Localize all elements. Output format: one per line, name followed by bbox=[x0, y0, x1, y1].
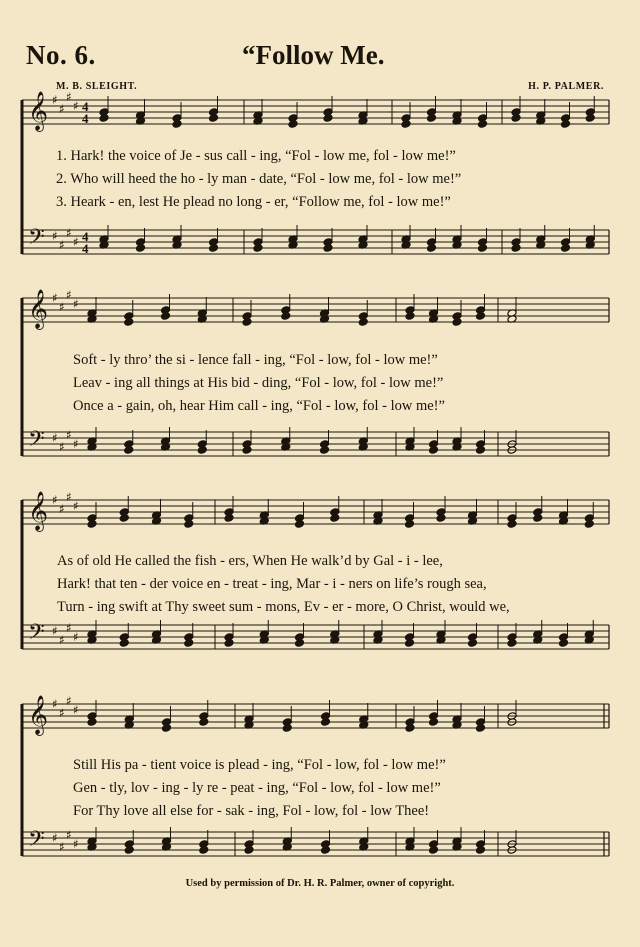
sharp-sign: ♯ bbox=[73, 297, 79, 311]
sharp-sign: ♯ bbox=[73, 99, 79, 113]
time-signature: 4 bbox=[82, 229, 89, 244]
lyric-verse-1: Still His pa - tient voice is plead - ing, “Fol - low, fol - low me!” bbox=[73, 757, 446, 773]
sharp-sign: ♯ bbox=[59, 502, 65, 516]
bass-clef: 𝄢 bbox=[28, 427, 45, 457]
lyric-verse-1: 1. Hark! the voice of Je - sus call - ing, “Fol - low me, fol - low me!” bbox=[56, 148, 456, 164]
treble-note-head bbox=[401, 120, 411, 129]
bass-clef: 𝄢 bbox=[28, 620, 45, 650]
bass-note-head bbox=[124, 846, 134, 855]
sharp-sign: ♯ bbox=[59, 238, 65, 252]
treble-clef: 𝄞 bbox=[28, 91, 49, 131]
sharp-sign: ♯ bbox=[59, 706, 65, 720]
bass-note-head bbox=[253, 244, 263, 253]
treble-note-head bbox=[427, 114, 437, 123]
lyric-verse-1: As of old He called the fish - ers, When He walk’d by Gal - i - lee, bbox=[57, 553, 443, 569]
bass-note-head bbox=[468, 639, 478, 648]
sharp-sign: ♯ bbox=[66, 828, 72, 842]
treble-note-head bbox=[288, 120, 298, 129]
sharp-sign: ♯ bbox=[52, 229, 58, 243]
treble-note-head bbox=[184, 520, 194, 529]
time-signature: 4 bbox=[82, 111, 89, 126]
treble-note-head bbox=[282, 724, 292, 733]
sharp-sign: ♯ bbox=[73, 630, 79, 644]
sharp-sign: ♯ bbox=[59, 440, 65, 454]
bass-note-head bbox=[119, 639, 129, 648]
sharp-sign: ♯ bbox=[52, 291, 58, 305]
treble-note-head bbox=[358, 318, 368, 327]
treble-note-head bbox=[281, 312, 291, 321]
sharp-sign: ♯ bbox=[52, 831, 58, 845]
time-signature: 4 bbox=[82, 241, 89, 256]
treble-note-head bbox=[561, 120, 571, 129]
sharp-sign: ♯ bbox=[66, 428, 72, 442]
treble-clef: 𝄞 bbox=[28, 695, 49, 735]
treble-note-head bbox=[476, 312, 486, 321]
bass-note-head bbox=[295, 639, 305, 648]
sharp-sign: ♯ bbox=[52, 93, 58, 107]
bass-clef: 𝄢 bbox=[28, 225, 45, 255]
lyric-verse-3: Once a - gain, oh, hear Him call - ing, “Fol - low, fol - low me!” bbox=[73, 398, 445, 414]
bass-note-head bbox=[507, 639, 517, 648]
bass-note-head bbox=[476, 846, 486, 855]
sharp-sign: ♯ bbox=[59, 300, 65, 314]
bass-note-head bbox=[224, 639, 234, 648]
bass-note-head bbox=[242, 446, 252, 455]
bass-note-head bbox=[323, 244, 333, 253]
treble-note-head bbox=[507, 520, 517, 529]
treble-note-head bbox=[478, 120, 488, 129]
treble-note-head bbox=[224, 514, 234, 523]
treble-note-head bbox=[172, 120, 182, 129]
sharp-sign: ♯ bbox=[73, 837, 79, 851]
treble-note-head bbox=[199, 718, 209, 727]
bass-note-head bbox=[405, 639, 415, 648]
sharp-sign: ♯ bbox=[73, 499, 79, 513]
treble-note-head bbox=[511, 114, 521, 123]
treble-note-head bbox=[242, 318, 252, 327]
bass-note-head bbox=[429, 446, 439, 455]
sharp-sign: ♯ bbox=[52, 493, 58, 507]
lyric-verse-3: For Thy love all else for - sak - ing, Fol - low, fol - low Thee! bbox=[73, 803, 430, 819]
treble-note-head bbox=[405, 312, 415, 321]
lyric-verse-2: Hark! that ten - der voice en - treat - ing, Mar - i - ners on life’s rough sea, bbox=[57, 576, 487, 592]
bass-note-head bbox=[429, 846, 439, 855]
bass-note-head bbox=[320, 446, 330, 455]
lyric-verse-2: Leav - ing all things at His bid - ding, “Fol - low, fol - low me!” bbox=[73, 375, 444, 391]
treble-clef: 𝄞 bbox=[28, 491, 49, 531]
bass-note-head bbox=[321, 846, 331, 855]
composer-credit: H. P. PALMER. bbox=[528, 81, 604, 92]
bass-note-head bbox=[559, 639, 569, 648]
sharp-sign: ♯ bbox=[52, 431, 58, 445]
hymn-number: No. 6. bbox=[26, 40, 96, 70]
treble-note-head bbox=[452, 318, 462, 327]
treble-note-head bbox=[330, 514, 340, 523]
treble-note-head bbox=[99, 114, 109, 123]
sharp-sign: ♯ bbox=[66, 90, 72, 104]
bass-note-head bbox=[476, 446, 486, 455]
bass-note-head bbox=[197, 446, 207, 455]
bass-note-head bbox=[209, 244, 219, 253]
treble-note-head bbox=[405, 724, 415, 733]
sharp-sign: ♯ bbox=[52, 624, 58, 638]
treble-note-head bbox=[436, 514, 446, 523]
treble-note-head bbox=[87, 718, 97, 727]
hymn-title: “Follow Me. bbox=[242, 40, 385, 70]
bass-note-head bbox=[124, 446, 134, 455]
sharp-sign: ♯ bbox=[73, 235, 79, 249]
lyric-verse-1: Soft - ly thro’ the si - lence fall - ing, “Fol - low, fol - low me!” bbox=[73, 352, 438, 368]
treble-note-head bbox=[321, 718, 331, 727]
copyright-notice: Used by permission of Dr. H. R. Palmer, owner of copyright. bbox=[185, 878, 455, 889]
bass-note-head bbox=[184, 639, 194, 648]
treble-note-head bbox=[119, 514, 129, 523]
treble-note-head bbox=[405, 520, 415, 529]
bass-note-head bbox=[561, 244, 571, 253]
treble-note-head bbox=[87, 520, 97, 529]
sharp-sign: ♯ bbox=[59, 633, 65, 647]
treble-note-head bbox=[209, 114, 219, 123]
treble-note-head bbox=[429, 718, 439, 727]
treble-note-head bbox=[585, 114, 595, 123]
lyric-verse-3: 3. Heark - en, lest He plead no long - er, “Follow me, fol - low me!” bbox=[56, 194, 451, 210]
lyric-verse-2: 2. Who will heed the ho - ly man - date, “Fol - low me, fol - low me!” bbox=[56, 171, 462, 187]
treble-note-head bbox=[295, 520, 305, 529]
sharp-sign: ♯ bbox=[73, 437, 79, 451]
treble-note-head bbox=[533, 514, 543, 523]
bass-clef: 𝄢 bbox=[28, 827, 45, 857]
sharp-sign: ♯ bbox=[66, 288, 72, 302]
lyricist-credit: M. B. SLEIGHT. bbox=[56, 81, 138, 92]
bass-note-head bbox=[511, 244, 521, 253]
bass-note-head bbox=[427, 244, 437, 253]
sharp-sign: ♯ bbox=[52, 697, 58, 711]
bass-note-head bbox=[478, 244, 488, 253]
sharp-sign: ♯ bbox=[66, 490, 72, 504]
treble-note-head bbox=[323, 114, 333, 123]
bass-note-head bbox=[199, 846, 209, 855]
treble-clef: 𝄞 bbox=[28, 289, 49, 329]
sharp-sign: ♯ bbox=[66, 621, 72, 635]
lyric-verse-2: Gen - tly, lov - ing - ly re - peat - ing, “Fol - low, fol - low me!” bbox=[73, 780, 441, 796]
treble-note-head bbox=[476, 724, 486, 733]
sharp-sign: ♯ bbox=[59, 840, 65, 854]
bass-note-head bbox=[136, 244, 146, 253]
sharp-sign: ♯ bbox=[59, 102, 65, 116]
treble-note-head bbox=[162, 724, 172, 733]
lyric-verse-3: Turn - ing swift at Thy sweet sum - mons, Ev - er - more, O Christ, would we, bbox=[57, 599, 510, 615]
bass-note-head bbox=[244, 846, 254, 855]
sharp-sign: ♯ bbox=[73, 703, 79, 717]
treble-note-head bbox=[161, 312, 171, 321]
treble-note-head bbox=[124, 318, 134, 327]
time-signature: 4 bbox=[82, 99, 89, 114]
sharp-sign: ♯ bbox=[66, 694, 72, 708]
treble-note-head bbox=[584, 520, 594, 529]
sharp-sign: ♯ bbox=[66, 226, 72, 240]
